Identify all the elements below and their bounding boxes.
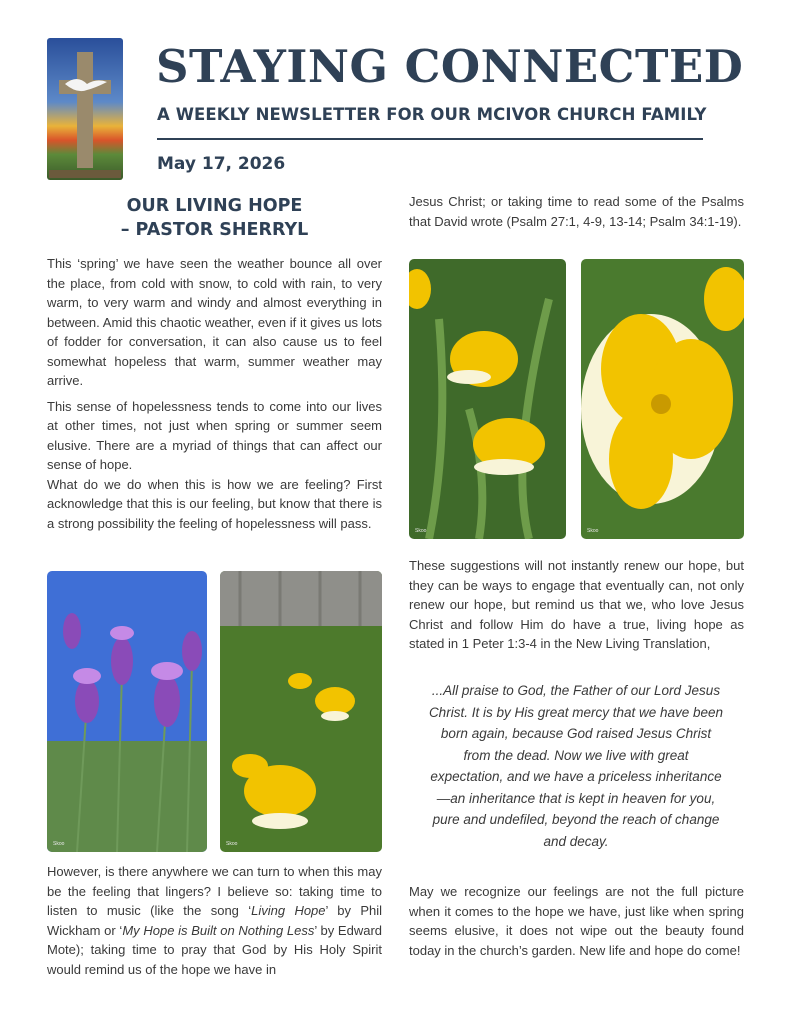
lavender-photo: [47, 571, 207, 852]
scripture-quote: ...All praise to God, the Father of our Lord Jesus Christ. It is by His great mercy that we have been born again, because God raised Jesus Christ from the dead. Now we live with great expectation, and we have a priceless inheritance—an inheritance that is kept in heaven for you, pure and undefiled, beyond the reach of change and decay.: [428, 683, 724, 849]
column-right-top: [409, 192, 744, 231]
song-title-my-hope: My Hope is Built on Nothing Less: [122, 922, 315, 938]
tulips-photo-pair: [409, 259, 566, 539]
column-right-middle: [409, 556, 744, 654]
header-divider: [157, 138, 703, 140]
photo-credit: Skoo: [587, 528, 599, 534]
tulip-closeup-photo: [581, 259, 744, 539]
column-right-bottom: [409, 882, 744, 960]
column-left-bottom: [47, 862, 382, 979]
tulip-closeup-image: [581, 259, 744, 539]
photo-credit: Skoo: [226, 841, 238, 847]
paragraph-1: This ‘spring’ we have seen the weather bounce all over the place, from cold with snow, to cold with rain, to very warm, to very warm and windy and almost everything in between. Amid this chaotic weather, even if it gives us lots of fodder for conversation, it can also cause us to feel somewhat hopeless that warm, summer weather may arrive.: [47, 256, 382, 388]
column-left-top: [47, 254, 382, 533]
paragraph-7: May we recognize our feelings are not the full picture when it comes to the hope we have, just like when spring seems elusive, it does not wipe out the beauty found today in the church’s garden. New life and hope do come!: [409, 884, 744, 958]
article-title-line2: – PASTOR SHERRYL: [120, 220, 309, 240]
paragraph-5: Jesus Christ; or taking time to read some of the Psalms that David wrote (Psalm 27:1, 4-9, 13-14; Psalm 34:1-19).: [409, 194, 744, 229]
church-logo: [47, 38, 123, 180]
tulips-image: [220, 571, 382, 852]
paragraph-2: This sense of hopelessness tends to come into our lives at other times, not just when spring or summer seem elusive. There are a myriad of things that can affect our sense of hope.: [47, 398, 382, 472]
photo-credit: Skoo: [415, 528, 427, 534]
newsletter-subtitle: A WEEKLY NEWSLETTER FOR OUR MCIVOR CHURCH FAMILY: [157, 105, 707, 124]
paragraph-6: These suggestions will not instantly renew our hope, but they can be ways to engage that eventually can, not only renew our hope, but remind us that we, who love Jesus Christ and follow Him do have a true, living hope as stated in 1 Peter 1:3-4 in the New Living Translation,: [409, 558, 744, 651]
issue-date: May 17, 2026: [157, 154, 286, 174]
article-title: [47, 194, 382, 242]
cross-dove-icon: [47, 38, 123, 180]
article-title-line1: OUR LIVING HOPE: [126, 196, 303, 216]
tulips-photo-garden: [220, 571, 382, 852]
paragraph-4: However, is there anywhere we can turn to when this may be the feeling that lingers? I believe so: taking time to listen to music (like the song ‘Living Hope’ by Phil Wickham or ‘My Hope is Built on Nothing Less’ by Edward Mote); taking time to pray that God by His Holy Spirit would remind us of the hope we have in: [47, 864, 383, 977]
lavender-image: [47, 571, 207, 852]
paragraph-3: What do we do when this is how we are feeling? First acknowledge that this is our feeling, but know that there is a strong possibility the feeling of hopelessness will pass.: [47, 476, 382, 531]
photo-credit: Skoo: [53, 841, 65, 847]
tulips-image: [409, 259, 566, 539]
song-title-living-hope: Living Hope: [251, 903, 326, 918]
newsletter-title: STAYING CONNECTED: [156, 40, 744, 93]
